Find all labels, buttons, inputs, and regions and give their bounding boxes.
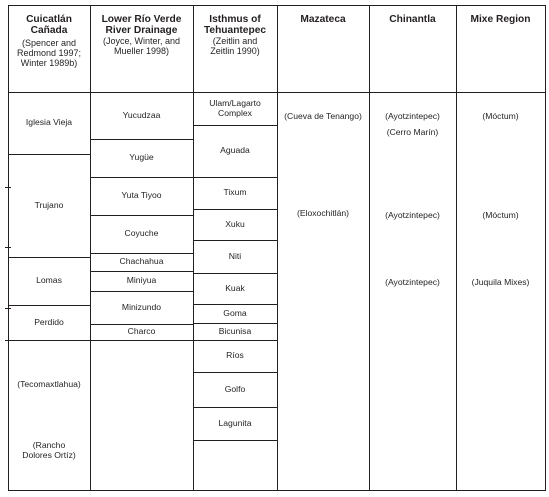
phase-cell: Bicunisa <box>218 325 252 336</box>
phase-cell: Chachahua <box>119 256 164 267</box>
phase-cell: Coyuche <box>124 228 159 239</box>
header-citation: (Spencer and Redmond 1997; Winter 1989b) <box>16 38 82 68</box>
phase-divider <box>193 440 277 441</box>
phase-cell: Xuku <box>225 218 245 229</box>
phase-cell: Trujano <box>34 199 64 210</box>
phase-cell: Goma <box>223 307 247 318</box>
phase-cell: Perdido <box>34 316 64 327</box>
phase-cell: Lomas <box>36 275 62 286</box>
header-mixe <box>456 14 545 25</box>
site-label: (Cueva de Tenango) <box>284 111 362 121</box>
phase-cell: Lagunita <box>218 417 252 428</box>
phase-cell: Iglesia Vieja <box>25 117 73 128</box>
header-title: Mazateca <box>300 14 346 25</box>
phase-cell: Yucudzaa <box>122 109 161 120</box>
phase-cell: Golfo <box>224 383 246 394</box>
site-label: (Ayotzintepec) <box>385 210 440 220</box>
column-divider <box>456 5 457 491</box>
column-divider <box>277 5 278 491</box>
phase-divider <box>90 340 193 341</box>
column-divider <box>369 5 370 491</box>
header-cuicatlan <box>8 14 90 68</box>
site-label: (Móctum) <box>482 210 519 220</box>
header-isthmus <box>193 14 277 56</box>
site-label: (Móctum) <box>482 111 519 121</box>
header-title: Mixe Region <box>470 14 531 25</box>
site-label: (Ayotzintepec) <box>385 111 440 121</box>
phase-cell: Kuak <box>225 282 245 293</box>
header-citation: (Joyce, Winter, and Mueller 1998) <box>102 36 181 56</box>
header-citation: (Zeitlin and Zeitlin 1990) <box>210 36 260 56</box>
phase-cell: Miniyua <box>126 275 157 286</box>
header-mazateca <box>277 14 369 25</box>
site-label: (Ayotzintepec) <box>385 277 440 287</box>
header-chinantla <box>369 14 456 25</box>
header-title: Lower Río Verde River Drainage <box>101 14 182 36</box>
phase-cell: Ríos <box>226 350 244 361</box>
header-title: Chinantla <box>389 14 436 25</box>
site-label: (Juquila Mixes) <box>471 277 530 287</box>
site-label: (Cerro Marín) <box>386 127 439 137</box>
phase-cell: Yuta Tiyoo <box>121 190 162 201</box>
table-right-border <box>545 5 546 491</box>
phase-cell: Yugüe <box>129 152 154 163</box>
phase-cell: Tixum <box>223 187 247 198</box>
phase-cell: Aguada <box>220 145 250 156</box>
header-title: Cuicatlán Cañada <box>26 14 72 36</box>
header-rio-verde <box>90 14 193 56</box>
phase-cell: Charco <box>127 326 156 337</box>
phase-cell: Niti <box>228 250 242 261</box>
phase-label: (Rancho Dolores Ortíz) <box>22 440 76 460</box>
phase-label: (Tecomaxtlahua) <box>17 379 81 389</box>
phase-cell: Ulam/Lagarto Complex <box>209 98 261 118</box>
header-title: Isthmus of Tehuantepec <box>203 14 267 36</box>
phase-divider <box>8 340 90 341</box>
phase-cell: Minizundo <box>121 301 162 312</box>
site-label: (Eloxochitlán) <box>296 208 350 218</box>
